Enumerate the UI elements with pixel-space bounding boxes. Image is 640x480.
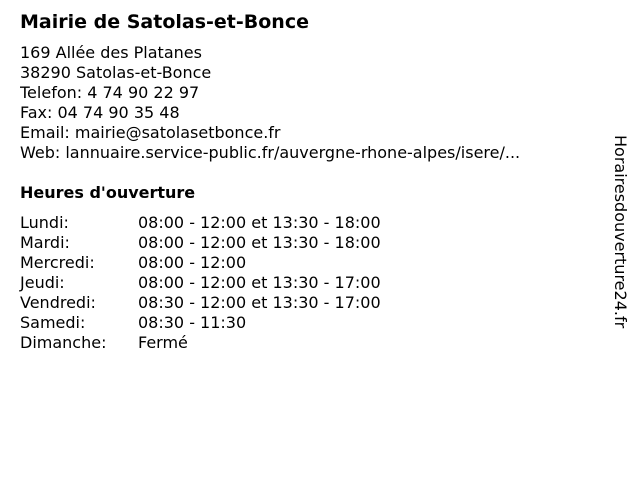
time-value: 08:00 - 12:00 et 13:30 - 17:00 bbox=[138, 273, 381, 292]
hours-table bbox=[20, 213, 381, 353]
day-label: Lundi: bbox=[20, 213, 69, 232]
hours-row-friday bbox=[20, 293, 381, 313]
phone-text: Telefon: 4 74 90 22 97 bbox=[20, 83, 200, 102]
time-value: 08:30 - 12:00 et 13:30 - 17:00 bbox=[138, 293, 381, 312]
web-text: Web: lannuaire.service-public.fr/auvergne-rhone-alpes/isere/... bbox=[20, 143, 521, 162]
hours-row-saturday bbox=[20, 313, 381, 333]
hours-row-monday bbox=[20, 213, 381, 233]
time-value: 08:00 - 12:00 bbox=[138, 253, 247, 272]
time-value: Fermé bbox=[138, 333, 188, 352]
hours-row-wednesday bbox=[20, 253, 381, 273]
time-value: 08:30 - 11:30 bbox=[138, 313, 247, 332]
day-label: Mercredi: bbox=[20, 253, 95, 272]
brand-watermark: Horairesdouverture24.fr bbox=[611, 135, 630, 329]
email-text: Email: mairie@satolasetbonce.fr bbox=[20, 123, 281, 142]
address-city: 38290 Satolas-et-Bonce bbox=[20, 63, 212, 82]
time-value: 08:00 - 12:00 et 13:30 - 18:00 bbox=[138, 213, 381, 232]
day-label: Mardi: bbox=[20, 233, 70, 252]
time-value: 08:00 - 12:00 et 13:30 - 18:00 bbox=[138, 233, 381, 252]
day-label: Jeudi: bbox=[20, 273, 65, 292]
fax-text: Fax: 04 74 90 35 48 bbox=[20, 103, 180, 122]
place-title: Mairie de Satolas-et-Bonce bbox=[20, 11, 309, 33]
contact-info bbox=[20, 43, 590, 163]
day-label: Samedi: bbox=[20, 313, 86, 332]
address-street: 169 Allée des Platanes bbox=[20, 43, 202, 62]
day-label: Dimanche: bbox=[20, 333, 107, 352]
hours-row-thursday bbox=[20, 273, 381, 293]
hours-row-sunday bbox=[20, 333, 381, 353]
hours-row-tuesday bbox=[20, 233, 381, 253]
hours-heading: Heures d'ouverture bbox=[20, 183, 196, 202]
day-label: Vendredi: bbox=[20, 293, 96, 312]
